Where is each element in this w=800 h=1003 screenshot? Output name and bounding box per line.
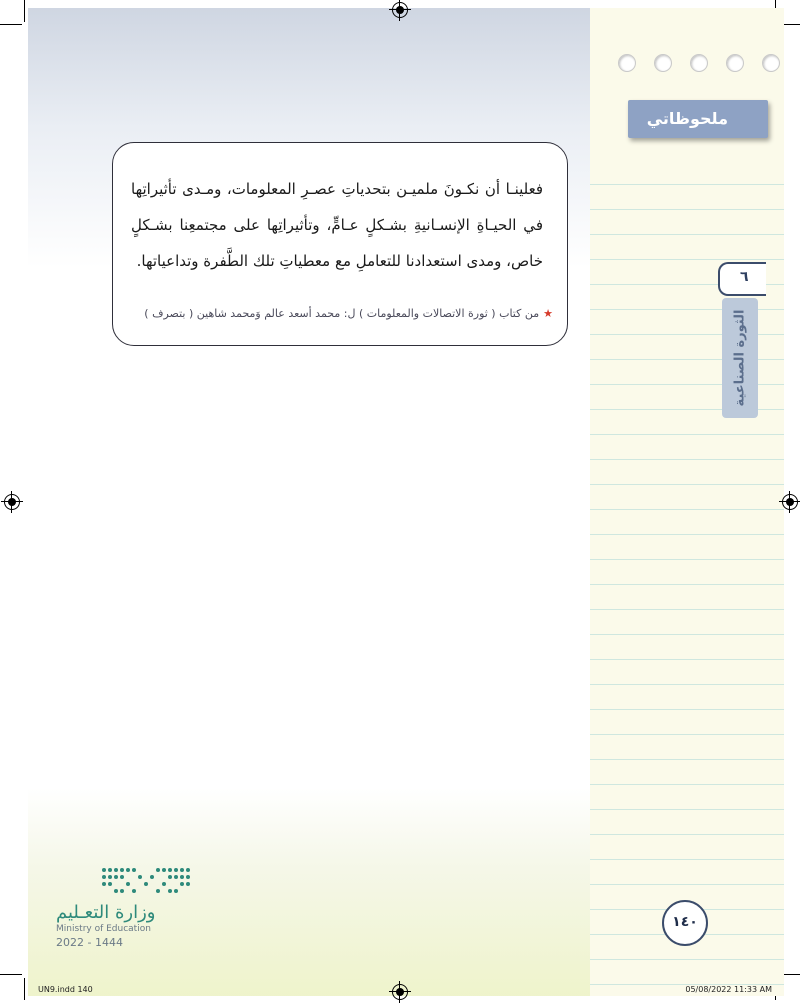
content-box: [112, 142, 568, 346]
binder-hole-icon: [690, 54, 708, 72]
slug-timestamp: 05/08/2022 11:33 AM: [685, 985, 772, 994]
page-number: ١٤٠: [672, 914, 698, 930]
chapter-title-tab: [722, 298, 758, 418]
page-number-badge: [662, 900, 708, 946]
registration-mark-icon: [392, 984, 408, 1000]
notes-tab: [628, 100, 768, 138]
crop-mark: [24, 0, 25, 22]
binder-hole-icon: [726, 54, 744, 72]
notes-title: ملحوظاتي: [646, 109, 728, 128]
star-icon: ★: [543, 307, 553, 320]
registration-mark-icon: [392, 2, 408, 18]
chapter-title: الثورة الصناعية: [732, 309, 748, 407]
crop-mark: [24, 978, 25, 1000]
slug-filename: UN9.indd 140: [38, 985, 93, 994]
content-paragraph: فعلينـا أن نكـونَ ملميـن بتحدياتِ عصـرِ المعلومات، ومـدى تأثيراتِها في الحيـاةِ الإنسـانيةِ بشـكلٍ عـامٍّ، وتأثيراتِها على مجتمعِنا بشـكلٍ خاص، ومدى استعدادنا للتعاملِ مع معطياتِ تلك الطَّفرة وتداعياتها.: [131, 180, 543, 270]
source-citation: [144, 307, 553, 320]
year-label: 2022 - 1444: [56, 936, 123, 949]
ministry-name-arabic: وزارة التعـليم: [56, 902, 156, 923]
ministry-logo-dots-icon: [100, 864, 196, 900]
registration-mark-icon: [782, 494, 798, 510]
chapter-number-box: [718, 262, 766, 296]
binder-hole-icon: [618, 54, 636, 72]
crop-mark: [0, 24, 22, 25]
notes-panel: [590, 8, 784, 996]
binder-hole-icon: [762, 54, 780, 72]
crop-mark: [0, 974, 22, 975]
registration-mark-icon: [4, 494, 20, 510]
ministry-logo: [56, 864, 196, 954]
source-text: من كتاب ( ثورة الاتصالات والمعلومات ) ل: محمد أسعد عالم وَمحمد شاهين ( بتصرف ): [144, 307, 540, 320]
chapter-number: ٦: [740, 269, 749, 285]
ministry-name-english: Ministry of Education: [56, 924, 151, 934]
binder-hole-icon: [654, 54, 672, 72]
